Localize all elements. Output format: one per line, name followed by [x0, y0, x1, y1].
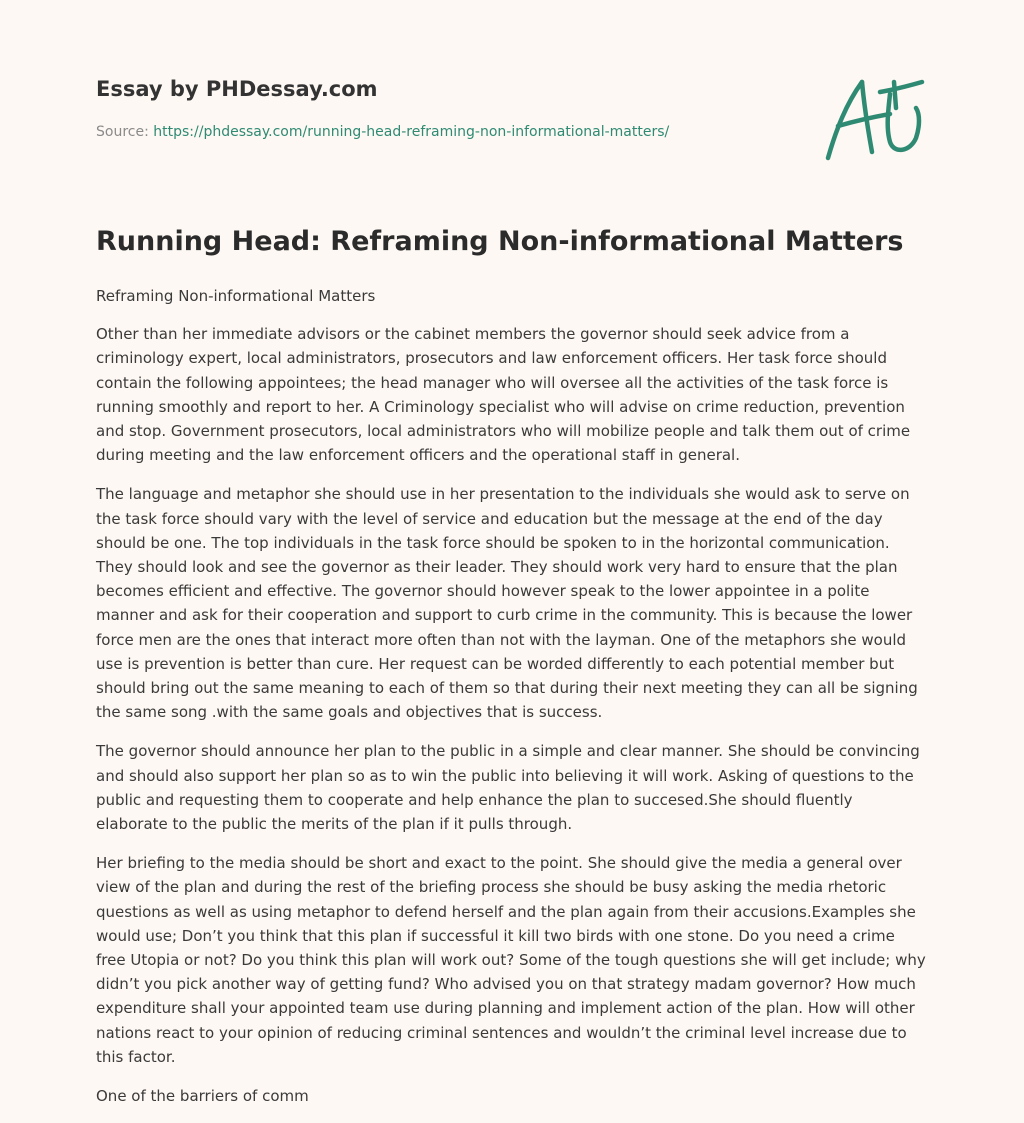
source-label: Source:	[96, 124, 149, 140]
source-line	[96, 124, 669, 140]
a-plus-logo-icon	[824, 68, 926, 164]
paragraph: The governor should announce her plan to the public in a simple and clear manner. She should be convincing and should also support her plan so as to win the public into believing it will work. Asking of questions to the public and requesting them to cooperate and help enhance the plan to succesed.She should fluently elaborate to the public the merits of the plan if it pulls through.	[96, 742, 920, 834]
paragraph: The language and metaphor she should use in her presentation to the individuals she would ask to serve on the task force should vary with the level of service and education but the message at the end of the day should be one. The top individuals in the task force should be spoken to in the horizontal communication. They should look and see the governor as their leader. They should work very hard to ensure that the plan becomes efficient and effective. The governor should however speak to the lower appointee in a polite manner and ask for their cooperation and support to curb crime in the community. This is because the lower force men are the ones that interact more often than not with the layman. One of the metaphors she would use is prevention is better than cure. Her request can be worded differently to each potential member but should bring out the same meaning to each of them so that during their next meeting they can all be signing the same song .with the same goals and objectives that is success.	[96, 485, 918, 722]
document-title: Running Head: Reframing Non-informational Matters	[96, 226, 904, 257]
site-title: Essay by PHDessay.com	[96, 77, 378, 101]
paragraph: Other than her immediate advisors or the cabinet members the governor should seek advice from a criminology expert, local administrators, prosecutors and law enforcement officers. Her task force should contain the following appointees; the head manager who will oversee all the activities of the task force is running smoothly and report to her. A Criminology specialist who will advise on crime reduction, prevention and stop. Government prosecutors, local administrators who will mobilize people and talk them out of crime during meeting and the law enforcement officers and the operational staff in general.	[96, 325, 911, 465]
page-header	[96, 0, 928, 200]
document-subtitle: Reframing Non-informational Matters	[96, 287, 376, 305]
paragraph: One of the barriers of comm	[96, 1087, 309, 1106]
source-link[interactable]: https://phdessay.com/running-head-reframing-non-informational-matters/	[153, 124, 670, 140]
essay-body	[96, 284, 928, 1123]
paragraph: Her briefing to the media should be short and exact to the point. She should give the media a general over view of the plan and during the rest of the briefing process she should be busy asking the media rhetoric questions as well as using metaphor to defend herself and the plan again from their accusions.Examples she would use; Don’t you think that this plan if successful it kill two birds with one stone. Do you need a crime free Utopia or not? Do you think this plan will work out? Some of the tough questions she will get include; why didn’t you pick another way of getting fund? Who advised you on that strategy madam governor? How much expenditure shall your appointed team use during planning and implement action of the plan. How will other nations react to your opinion of reducing criminal sentences and wouldn’t the criminal level increase due to this factor.	[96, 854, 926, 1066]
